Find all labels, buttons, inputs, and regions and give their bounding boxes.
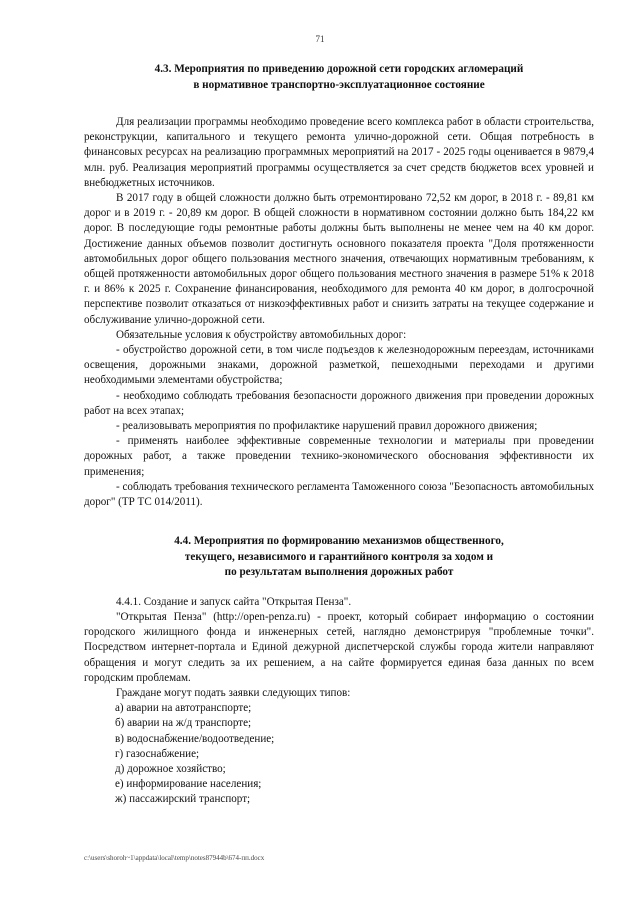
section-4-4-title-line3: по результатам выполнения дорожных работ [224, 566, 454, 579]
section-4-4-title-line1: 4.4. Мероприятия по формированию механизмов общественного, [174, 535, 504, 548]
condition-item: - соблюдать требования технического регламента Таможенного союза "Безопасность автомобильных дорог" (ТР ТС 014/2011). [84, 480, 594, 509]
section-4-3-title-line2: в нормативное транспортно-эксплуатационное состояние [193, 78, 485, 91]
paragraph-request-types: Граждане могут подать заявки следующих типов: [116, 687, 351, 699]
list-item: ж) пассажирский транспорт; [115, 793, 251, 806]
list-item: в) водоснабжение/водоотведение; [115, 732, 275, 745]
condition-item: - реализовывать мероприятия по профилактике нарушений правил дорожного движения; [116, 420, 538, 433]
section-4-4-title-line2: текущего, независимого и гарантийного контроля за ходом и [184, 550, 494, 563]
paragraph-open-penza: "Открытая Пенза" (http://open-penza.ru) - проект, который собирает информацию о состоянии городского жилищного фонда и инженерных сетей, наглядно демонстрируя "проблемные точки". Посредством интернет-портала и Единой дежурной диспетчерской службы города жители направляют обращения и могут следить за их решением, а на сайте формируется единая база данных по всем городским проблемам. [84, 610, 594, 684]
request-types-list [84, 701, 594, 807]
section-4-3-heading [84, 62, 594, 93]
paragraph-mandatory-conditions: Обязательные условия к обустройству автомобильных дорог: [116, 328, 407, 341]
paragraph-program-funding: Для реализации программы необходимо проведение всего комплекса работ в области строительства, реконструкции, капитального и текущего ремонта улично-дорожной сети. Общая потребность в финансовых ресурсах на реализацию программных мероприятий на 2017 - 2025 годы оценивается в 9879,4 млн. руб. Реализация мероприятий программы осуществляется за счет средств бюджетов всех уровней и внебюджетных источников. [84, 116, 594, 189]
paragraph-repair-volumes: В 2017 году в общей сложности должно быть отремонтировано 72,52 км дорог, в 2018 г. - 89,81 км дорог и в 2019 г. - 20,89 км дорог. В общей сложности в нормативном состоянии должно быть 184,22 км дорог. В последующие годы ремонтные работы должны быть выполнены не менее чем на 40 км дорог. Достижение данных объемов позволит достигнуть основного показателя проекта "Доля протяженности автомобильных дорог общего пользования местного значения, отвечающих нормативным требованиям, к общей протяженности автомобильных дорог общего пользования местного значения в размере 51% к 2018 г. и 86% к 2025 г. Сохранение финансирования, необходимого для ремонта 40 км дорог, в долгосрочной перспективе позволит отказаться от низкоэффективных работ и снизить затраты на текущее содержание и обслуживание улично-дорожной сети. [84, 192, 594, 326]
condition-item: - применять наиболее эффективные современные технологии и материалы при проведении дорожных работ, а также проведении технико-экономического обоснования эффективности их применения; [84, 435, 594, 478]
list-item: б) аварии на ж/д транспорте; [115, 717, 252, 730]
list-item: д) дорожное хозяйство; [115, 763, 226, 776]
list-item: г) газоснабжение; [115, 747, 200, 760]
page-content [84, 62, 594, 808]
footer-file-path: c:\users\shoroh~1\appdata\local\temp\notes87944b\674-пп.docx [84, 854, 265, 862]
section-4-4-heading [84, 534, 594, 581]
list-item: а) аварии на автотранспорте; [115, 702, 252, 715]
condition-item: - необходимо соблюдать требования безопасности дорожного движения при проведении дорожных работ на всех этапах; [84, 389, 594, 417]
list-item: е) информирование населения; [115, 778, 262, 791]
section-4-3-title-line1: 4.3. Мероприятия по приведению дорожной сети городских агломераций [154, 63, 524, 75]
page-number: 71 [315, 34, 325, 44]
condition-item: - обустройство дорожной сети, в том числе подъездов к железнодорожным переездам, источниками освещения, дорожными знаками, дорожной разметкой, пешеходными переходами и другими необходимыми элементами обустройства; [84, 344, 594, 387]
subsection-4-4-1-title: 4.4.1. Создание и запуск сайта "Открытая Пенза". [116, 595, 352, 608]
